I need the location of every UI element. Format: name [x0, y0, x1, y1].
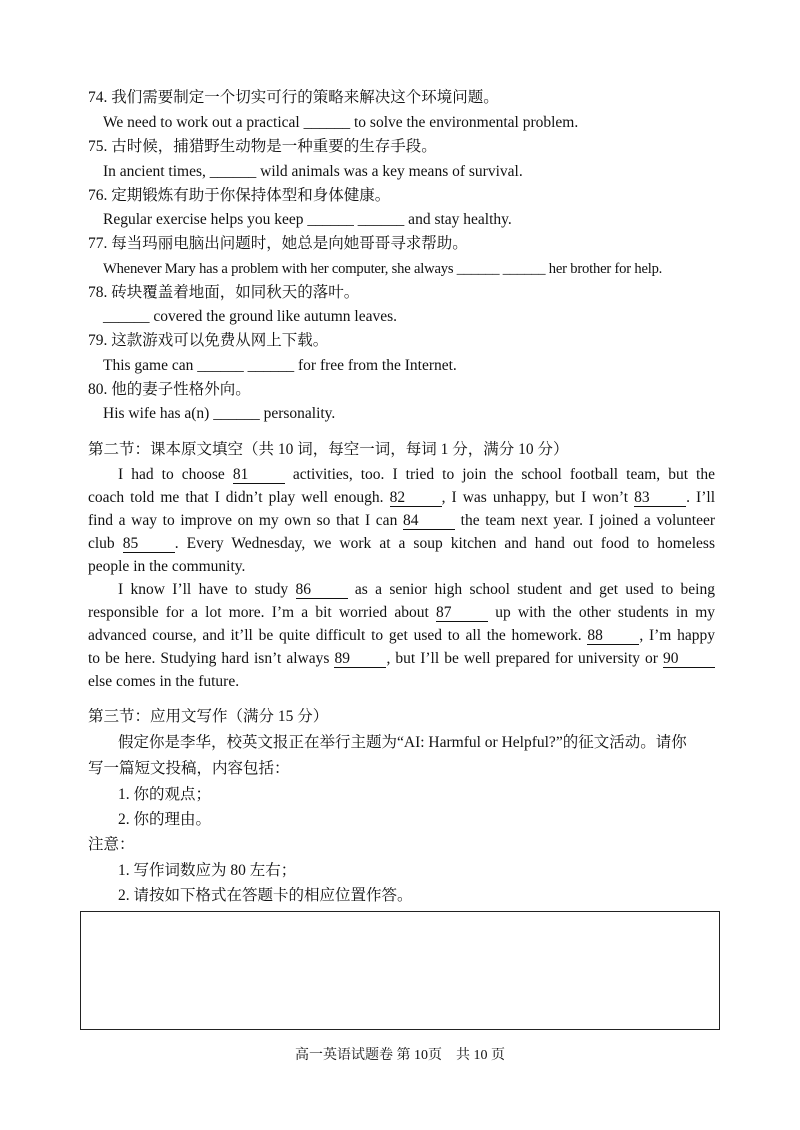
- q77-english: Whenever Mary has a problem with her computer, she always ______ ______ her brother for help.: [103, 261, 663, 277]
- q78-chinese: 78. 砖块覆盖着地面，如同秋天的落叶。: [88, 284, 360, 301]
- q79-english: This game can ______ ______ for free from the Internet.: [103, 357, 457, 374]
- q77-chinese: 77. 每当玛丽电脑出问题时，她总是向她哥哥寻求帮助。: [88, 235, 468, 252]
- passage-line: club 85 . Every Wednesday, we work at a soup kitchen and hand out food to homeless: [88, 535, 715, 552]
- q74-english: We need to work out a practical ______ to solve the environmental problem.: [103, 114, 579, 131]
- passage-line: find a way to improve on my own so that I can 84 the team next year. I joined a volunteer: [88, 512, 715, 529]
- blank-90: 90: [663, 651, 715, 668]
- blank-85: 85: [123, 536, 175, 553]
- passage-line: advanced course, and it’ll be quite difficult to get used to all the homework. 88 , I’m happy: [88, 627, 715, 644]
- writing-prompt-line1: 假定你是李华，校英文报正在举行主题为“AI: Harmful or Helpful?”的征文活动。请你: [118, 734, 687, 751]
- section3-heading: 第三节：应用文写作（满分 15 分）: [88, 708, 329, 725]
- q74-chinese: 74. 我们需要制定一个切实可行的策略来解决这个环境问题。: [88, 89, 499, 106]
- blank-83: 83: [634, 490, 686, 507]
- note-item: 2. 请按如下格式在答题卡的相应位置作答。: [118, 887, 413, 904]
- blank-86: 86: [296, 582, 348, 599]
- page-footer: 高一英语试题卷 第 10页 共 10 页: [295, 1048, 505, 1063]
- writing-prompt-line2: 写一篇短文投稿，内容包括：: [88, 760, 290, 777]
- passage-line: to be here. Studying hard isn’t always 89 , but I’ll be well prepared for university or 90: [88, 649, 715, 669]
- note-item: 1. 写作词数应为 80 左右；: [118, 862, 297, 879]
- passage-line: people in the community.: [88, 558, 246, 575]
- answer-box[interactable]: [80, 911, 720, 1030]
- blank-82: 82: [390, 490, 442, 507]
- q80-chinese: 80. 他的妻子性格外向。: [88, 381, 251, 398]
- passage-line: else comes in the future.: [88, 673, 240, 690]
- q79-chinese: 79. 这款游戏可以免费从网上下载。: [88, 332, 329, 349]
- passage-line: coach told me that I didn’t play well enough. 82 , I was unhappy, but I won’t 83 . I’ll: [88, 489, 715, 506]
- q76-english: Regular exercise helps you keep ______ ______ and stay healthy.: [103, 211, 512, 228]
- q78-english: ______ covered the ground like autumn leaves.: [103, 308, 397, 325]
- requirement-item: 2. 你的理由。: [118, 811, 212, 828]
- passage-line: I had to choose 81 activities, too. I tried to join the school football team, but the: [118, 466, 715, 483]
- q80-english: His wife has a(n) ______ personality.: [103, 405, 336, 422]
- section2-heading: 第二节：课本原文填空（共 10 词，每空一词，每词 1 分，满分 10 分）: [88, 441, 569, 458]
- requirement-item: 1. 你的观点；: [118, 786, 212, 803]
- passage-line: I know I’ll have to study 86 as a senior high school student and get used to being: [118, 581, 715, 598]
- q76-chinese: 76. 定期锻炼有助于你保持体型和身体健康。: [88, 187, 391, 204]
- blank-89: 89: [334, 651, 386, 668]
- blank-84: 84: [403, 513, 455, 530]
- q75-chinese: 75. 古时候，捕猎野生动物是一种重要的生存手段。: [88, 138, 437, 155]
- q75-english: In ancient times, ______ wild animals was a key means of survival.: [103, 163, 523, 180]
- blank-87: 87: [436, 605, 488, 622]
- passage-line: responsible for a lot more. I’m a bit worried about 87 up with the other students in my: [88, 604, 715, 621]
- blank-81: 81: [233, 467, 285, 484]
- blank-88: 88: [587, 628, 639, 645]
- note-label: 注意：: [88, 836, 135, 853]
